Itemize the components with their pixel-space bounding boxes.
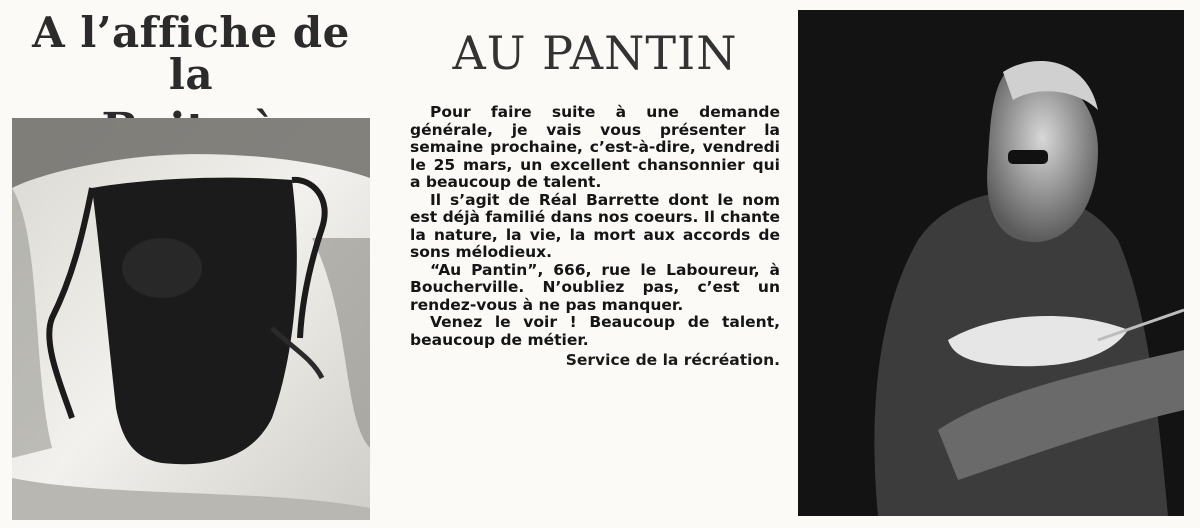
guitarist-illustration: [798, 10, 1184, 516]
costume-photo: [12, 118, 370, 520]
headline-line-1: A l’affiche de la: [32, 8, 350, 99]
article-paragraph: “Au Pantin”, 666, rue le Laboureur, à Boucherville. N’oubliez pas, c’est un rendez-vous à ne pas manquer.: [410, 260, 780, 314]
article-title: AU PANTIN: [452, 26, 738, 80]
article-paragraph: Venez le voir ! Beaucoup de talent, beaucoup de métier.: [410, 313, 780, 349]
costume-illustration: [12, 118, 370, 520]
left-column: [10, 6, 372, 522]
article-signature: Service de la récréation.: [565, 351, 780, 369]
article-paragraph: Pour faire suite à une demande générale, je vais vous présenter la semaine prochaine, c’est-à-dire, vendredi le 25 mars, un excellent chansonnier qui a beaucoup de talent.: [410, 103, 780, 191]
article-paragraph: Il s’agit de Réal Barrette dont le nom est déjà familié dans nos coeurs. Il chante la nature, la vie, la mort aux accords de sons mélodieux.: [410, 190, 780, 261]
singer-photo: [798, 10, 1184, 516]
article-body: [410, 104, 780, 349]
article-column: [410, 26, 780, 520]
